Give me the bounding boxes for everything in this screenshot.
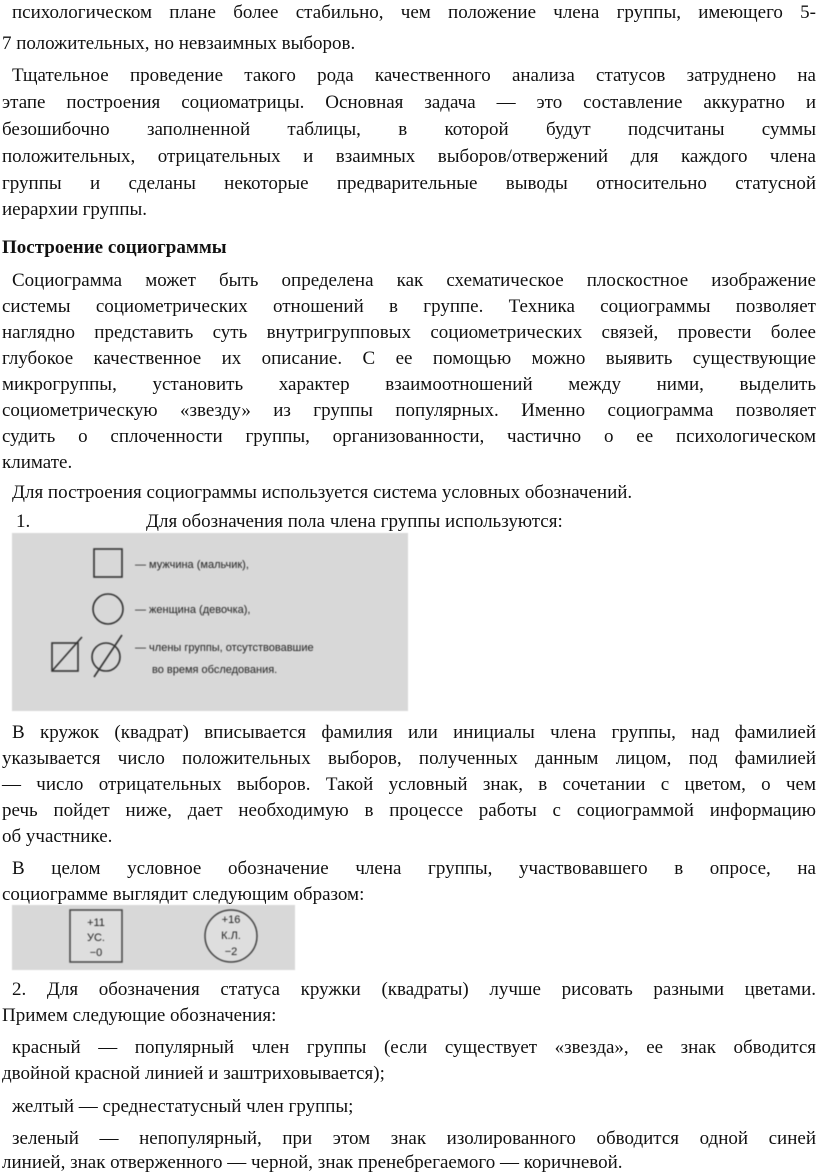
paragraph-line: безошибочно заполненной таблицы, в которой будут подсчитаны суммы xyxy=(2,119,816,140)
crossed-circle-absent-icon xyxy=(92,635,122,677)
circle-female-icon xyxy=(93,594,123,624)
gender-legend-figure xyxy=(12,533,408,711)
paragraph-line: климате. xyxy=(2,452,73,473)
legend-absent-label: — члены группы, отсутствовавшие xyxy=(135,642,314,654)
paragraph-line: желтый — среднестатусный член группы; xyxy=(12,1096,354,1117)
legend-female-label: — женщина (девочка), xyxy=(135,604,251,616)
paragraph-line: Для построения социограммы используется система условных обозначений. xyxy=(12,482,633,503)
list-number: 1. xyxy=(16,511,31,532)
paragraph-line: микрогруппы, установить характер взаимоотношений между ними, выделить xyxy=(2,374,816,395)
paragraph-line: речь пойдет ниже, дает необходимую в процессе работы с социограммой информацию xyxy=(2,800,816,821)
circle-positive-count: +16 xyxy=(221,914,241,926)
paragraph-line: положительных, отрицательных и взаимных выборов/отвержений для каждого члена xyxy=(2,146,816,167)
square-negative-count: −0 xyxy=(89,947,103,959)
paragraph-line: социограмме выглядит следующим образом: xyxy=(2,884,365,905)
section-heading: Построение социограммы xyxy=(2,237,227,258)
crossed-square-absent-icon xyxy=(52,637,82,671)
paragraph-line: 7 положительных, но невзаимных выборов. xyxy=(2,33,356,54)
square-positive-count: +11 xyxy=(87,917,105,929)
circle-negative-count: −2 xyxy=(224,946,238,958)
paragraph-line: иерархии группы. xyxy=(2,199,148,220)
paragraph-line: об участнике. xyxy=(2,826,113,847)
paragraph-line: наглядно представить суть внутригрупповых социометрических связей, провести более xyxy=(2,322,816,343)
paragraph-line: Тщательное проведение такого рода качественного анализа статусов затруднено на xyxy=(12,65,816,86)
paragraph-line: группы и сделаны некоторые предварительные выводы относительно статусной xyxy=(2,173,816,194)
paragraph-line: указывается число положительных выборов, полученных данным лицом, под фамилией xyxy=(2,748,816,769)
paragraph-line: красный — популярный член группы (если существует «звезда», ее знак обводится xyxy=(12,1037,816,1058)
paragraph-line: социометрическую «звезду» из группы популярных. Именно социограмма позволяет xyxy=(2,400,816,421)
paragraph-line: линией, знак отверженного — черной, знак пренебрегаемого — коричневой. xyxy=(2,1152,623,1173)
paragraph-line: — число отрицательных выборов. Такой условный знак, в сочетании с цветом, о чем xyxy=(2,774,816,795)
member-symbol-example-figure xyxy=(12,905,295,970)
paragraph-line: судить о сплоченности группы, организованности, частично о ее психологическом xyxy=(2,426,816,447)
paragraph-line: психологическом плане более стабильно, чем положение члена группы, имеющего 5- xyxy=(12,2,816,23)
paragraph-line: Примем следующие обозначения: xyxy=(2,1005,277,1026)
paragraph-line: Социограмма может быть определена как схематическое плоскостное изображение xyxy=(12,270,816,291)
circle-initials: К.Л. xyxy=(221,930,241,942)
square-member-example-icon xyxy=(70,910,122,962)
paragraph-line: зеленый — непопулярный, при этом знак изолированного обводится одной синей xyxy=(12,1128,816,1149)
paragraph-line: В целом условное обозначение члена группы, участвовавшего в опросе, на xyxy=(12,858,816,879)
circle-member-example-icon xyxy=(205,910,257,962)
paragraph-line: глубокое качественное их описание. С ее помощью можно выявить существующие xyxy=(2,348,816,369)
paragraph-line: этапе построения социоматрицы. Основная задача — это составление аккуратно и xyxy=(2,92,816,113)
list-item-text: Для обозначения пола члена группы используются: xyxy=(146,511,563,532)
paragraph-line: системы социометрических отношений в группе. Техника социограммы позволяет xyxy=(2,296,816,317)
legend-absent-label-2: во время обследования. xyxy=(152,664,278,676)
square-initials: УС. xyxy=(87,932,105,944)
paragraph-line: В кружок (квадрат) вписывается фамилия или инициалы члена группы, над фамилией xyxy=(12,722,816,743)
square-male-icon xyxy=(94,549,122,577)
paragraph-line: 2. Для обозначения статуса кружки (квадраты) лучше рисовать разными цветами. xyxy=(12,979,816,1000)
paragraph-line: двойной красной линией и заштриховывается); xyxy=(2,1063,385,1084)
legend-male-label: — мужчина (мальчик), xyxy=(135,559,249,571)
